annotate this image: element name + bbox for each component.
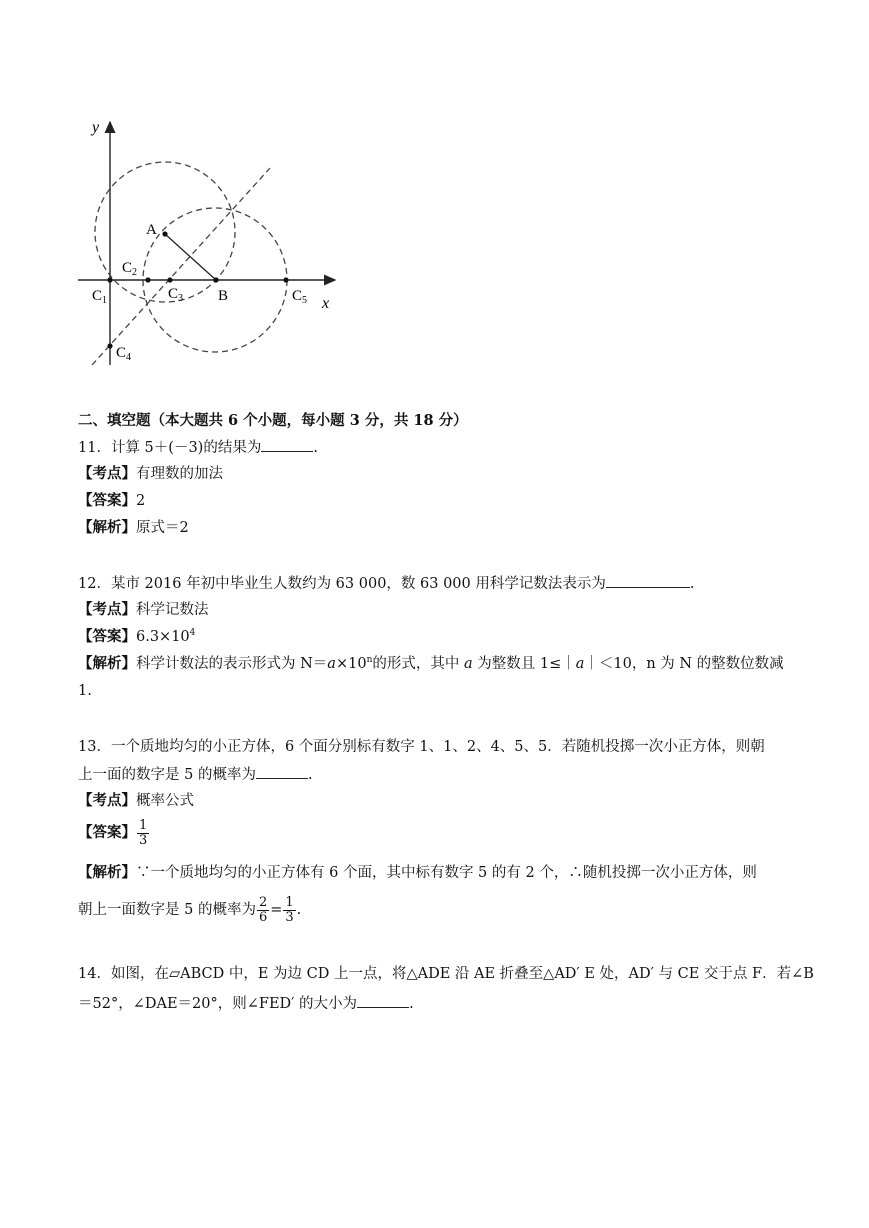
- point-b: [213, 277, 218, 282]
- question-11-blank: [261, 437, 313, 452]
- kaodian-tag: 【考点】: [78, 792, 136, 809]
- jiexi-period: .: [296, 902, 302, 918]
- fraction-denominator: 3: [285, 909, 294, 925]
- jiexi-text-d: 为整数且 1≤｜: [472, 656, 576, 672]
- question-12-period: .: [689, 576, 695, 592]
- fraction-numerator: 1: [285, 894, 294, 910]
- coordinate-figure: [70, 110, 360, 380]
- perpendicular-bisector-line: [92, 168, 270, 365]
- question-14-text: ＝52°，∠DAE＝20°，则∠FED′ 的大小为: [78, 996, 358, 1012]
- label-c5: $C_5$: [292, 288, 308, 306]
- daan-tag: 【答案】: [78, 628, 136, 645]
- daan-fraction: [137, 819, 149, 848]
- question-14-period: .: [409, 996, 414, 1012]
- question-12-blank: [606, 573, 690, 588]
- daan-tag: 【答案】: [78, 824, 136, 841]
- equals-sign: =: [270, 902, 283, 918]
- jiexi-text-e: ｜＜10，n 为 N 的整数位数减: [584, 656, 784, 672]
- jiexi-var-a: a: [327, 656, 336, 672]
- point-c2: [145, 277, 150, 282]
- question-13-jiexi-line1: [78, 863, 757, 883]
- point-c3: [167, 277, 172, 282]
- jiexi-fraction-2: [283, 896, 295, 925]
- fraction-numerator: 2: [258, 894, 268, 910]
- jiexi-tag: 【解析】: [78, 864, 136, 881]
- question-12-stem: [78, 573, 694, 594]
- kaodian-tag: 【考点】: [78, 601, 136, 618]
- daan-text: 2: [136, 493, 146, 509]
- question-11-text: 11．计算 5＋(－3)的结果为: [78, 440, 262, 456]
- fraction-numerator: 1: [139, 817, 148, 833]
- question-13-daan: [78, 818, 150, 848]
- question-12-kaodian: [78, 600, 209, 620]
- segment-ab: [165, 234, 216, 280]
- kaodian-text: 概率公式: [136, 793, 194, 809]
- point-c4: [107, 343, 112, 348]
- question-11-jiexi: [78, 518, 189, 538]
- jiexi-var-a3: a: [575, 656, 585, 672]
- question-13-period: .: [307, 767, 313, 783]
- question-12-jiexi: [78, 654, 784, 674]
- jiexi-fraction-1: [257, 896, 269, 925]
- jiexi-text: 原式＝2: [136, 520, 189, 536]
- question-11-period: .: [313, 440, 318, 456]
- kaodian-text: 科学记数法: [136, 602, 209, 618]
- fraction-denominator: 3: [139, 832, 148, 848]
- jiexi-var-a2: a: [463, 656, 473, 672]
- label-c3: $C_3$: [168, 286, 184, 304]
- fraction-denominator: 6: [258, 909, 268, 925]
- question-13-kaodian: [78, 791, 194, 811]
- label-a: A: [146, 222, 157, 238]
- point-a: [162, 231, 167, 236]
- question-11-stem: [78, 437, 318, 458]
- question-13-text: 上一面的数字是 5 的概率为: [78, 767, 256, 783]
- question-13-blank: [256, 764, 308, 779]
- question-13-stem-line1: 13．一个质地均匀的小正方体，6 个面分别标有数字 1、1、2、4、5、5．若随机投掷一次小正方体，则朝: [78, 739, 765, 755]
- question-13-stem-line2: [78, 764, 313, 785]
- jiexi-text: ∵一个质地均匀的小正方体有 6 个面，其中标有数字 5 的有 2 个，∴随机投掷一次小正方体，则: [136, 865, 757, 881]
- daan-exponent: 4: [189, 628, 196, 639]
- jiexi-text: 科学计数法的表示形式为 N＝: [136, 656, 328, 672]
- x-axis-label: x: [322, 295, 330, 312]
- jiexi-tag: 【解析】: [78, 655, 136, 672]
- question-11-kaodian: [78, 464, 223, 484]
- question-12-text: 12．某市 2016 年初中毕业生人数约为 63 000，数 63 000 用科学记数法表示为: [78, 576, 606, 592]
- question-14-line2: [78, 993, 414, 1014]
- daan-tag: 【答案】: [78, 492, 136, 509]
- question-11-daan: [78, 491, 145, 511]
- label-c1: $C_1$: [92, 288, 108, 306]
- jiexi-text-b: ×10: [335, 656, 367, 672]
- section-heading: 二、填空题（本大题共 6 个小题，每小题 3 分，共 18 分）: [78, 412, 468, 429]
- daan-text: 6.3×10: [136, 629, 190, 645]
- label-b: B: [218, 288, 229, 304]
- jiexi-text-c: 的形式，其中: [372, 656, 464, 672]
- question-12-jiexi-line2: 1.: [78, 683, 92, 699]
- question-14-line1: 14．如图，在▱ABCD 中，E 为边 CD 上一点，将△ADE 沿 AE 折叠至△AD′ E 处，AD′ 与 CE 交于点 F．若∠B: [78, 966, 814, 982]
- jiexi-tag: 【解析】: [78, 519, 136, 536]
- question-12-daan: [78, 627, 195, 647]
- kaodian-tag: 【考点】: [78, 465, 136, 482]
- jiexi-text-line2: 朝上一面数字是 5 的概率为: [78, 902, 256, 918]
- point-c1: [107, 277, 112, 282]
- point-c5: [283, 277, 288, 282]
- question-13-jiexi-line2: [78, 893, 301, 927]
- label-c4: $C_4$: [116, 345, 132, 363]
- y-axis-label: y: [92, 119, 100, 136]
- question-14-blank: [357, 993, 409, 1008]
- label-c2: $C_2$: [122, 260, 138, 278]
- jiexi-exponent: n: [366, 655, 373, 666]
- kaodian-text: 有理数的加法: [136, 466, 223, 482]
